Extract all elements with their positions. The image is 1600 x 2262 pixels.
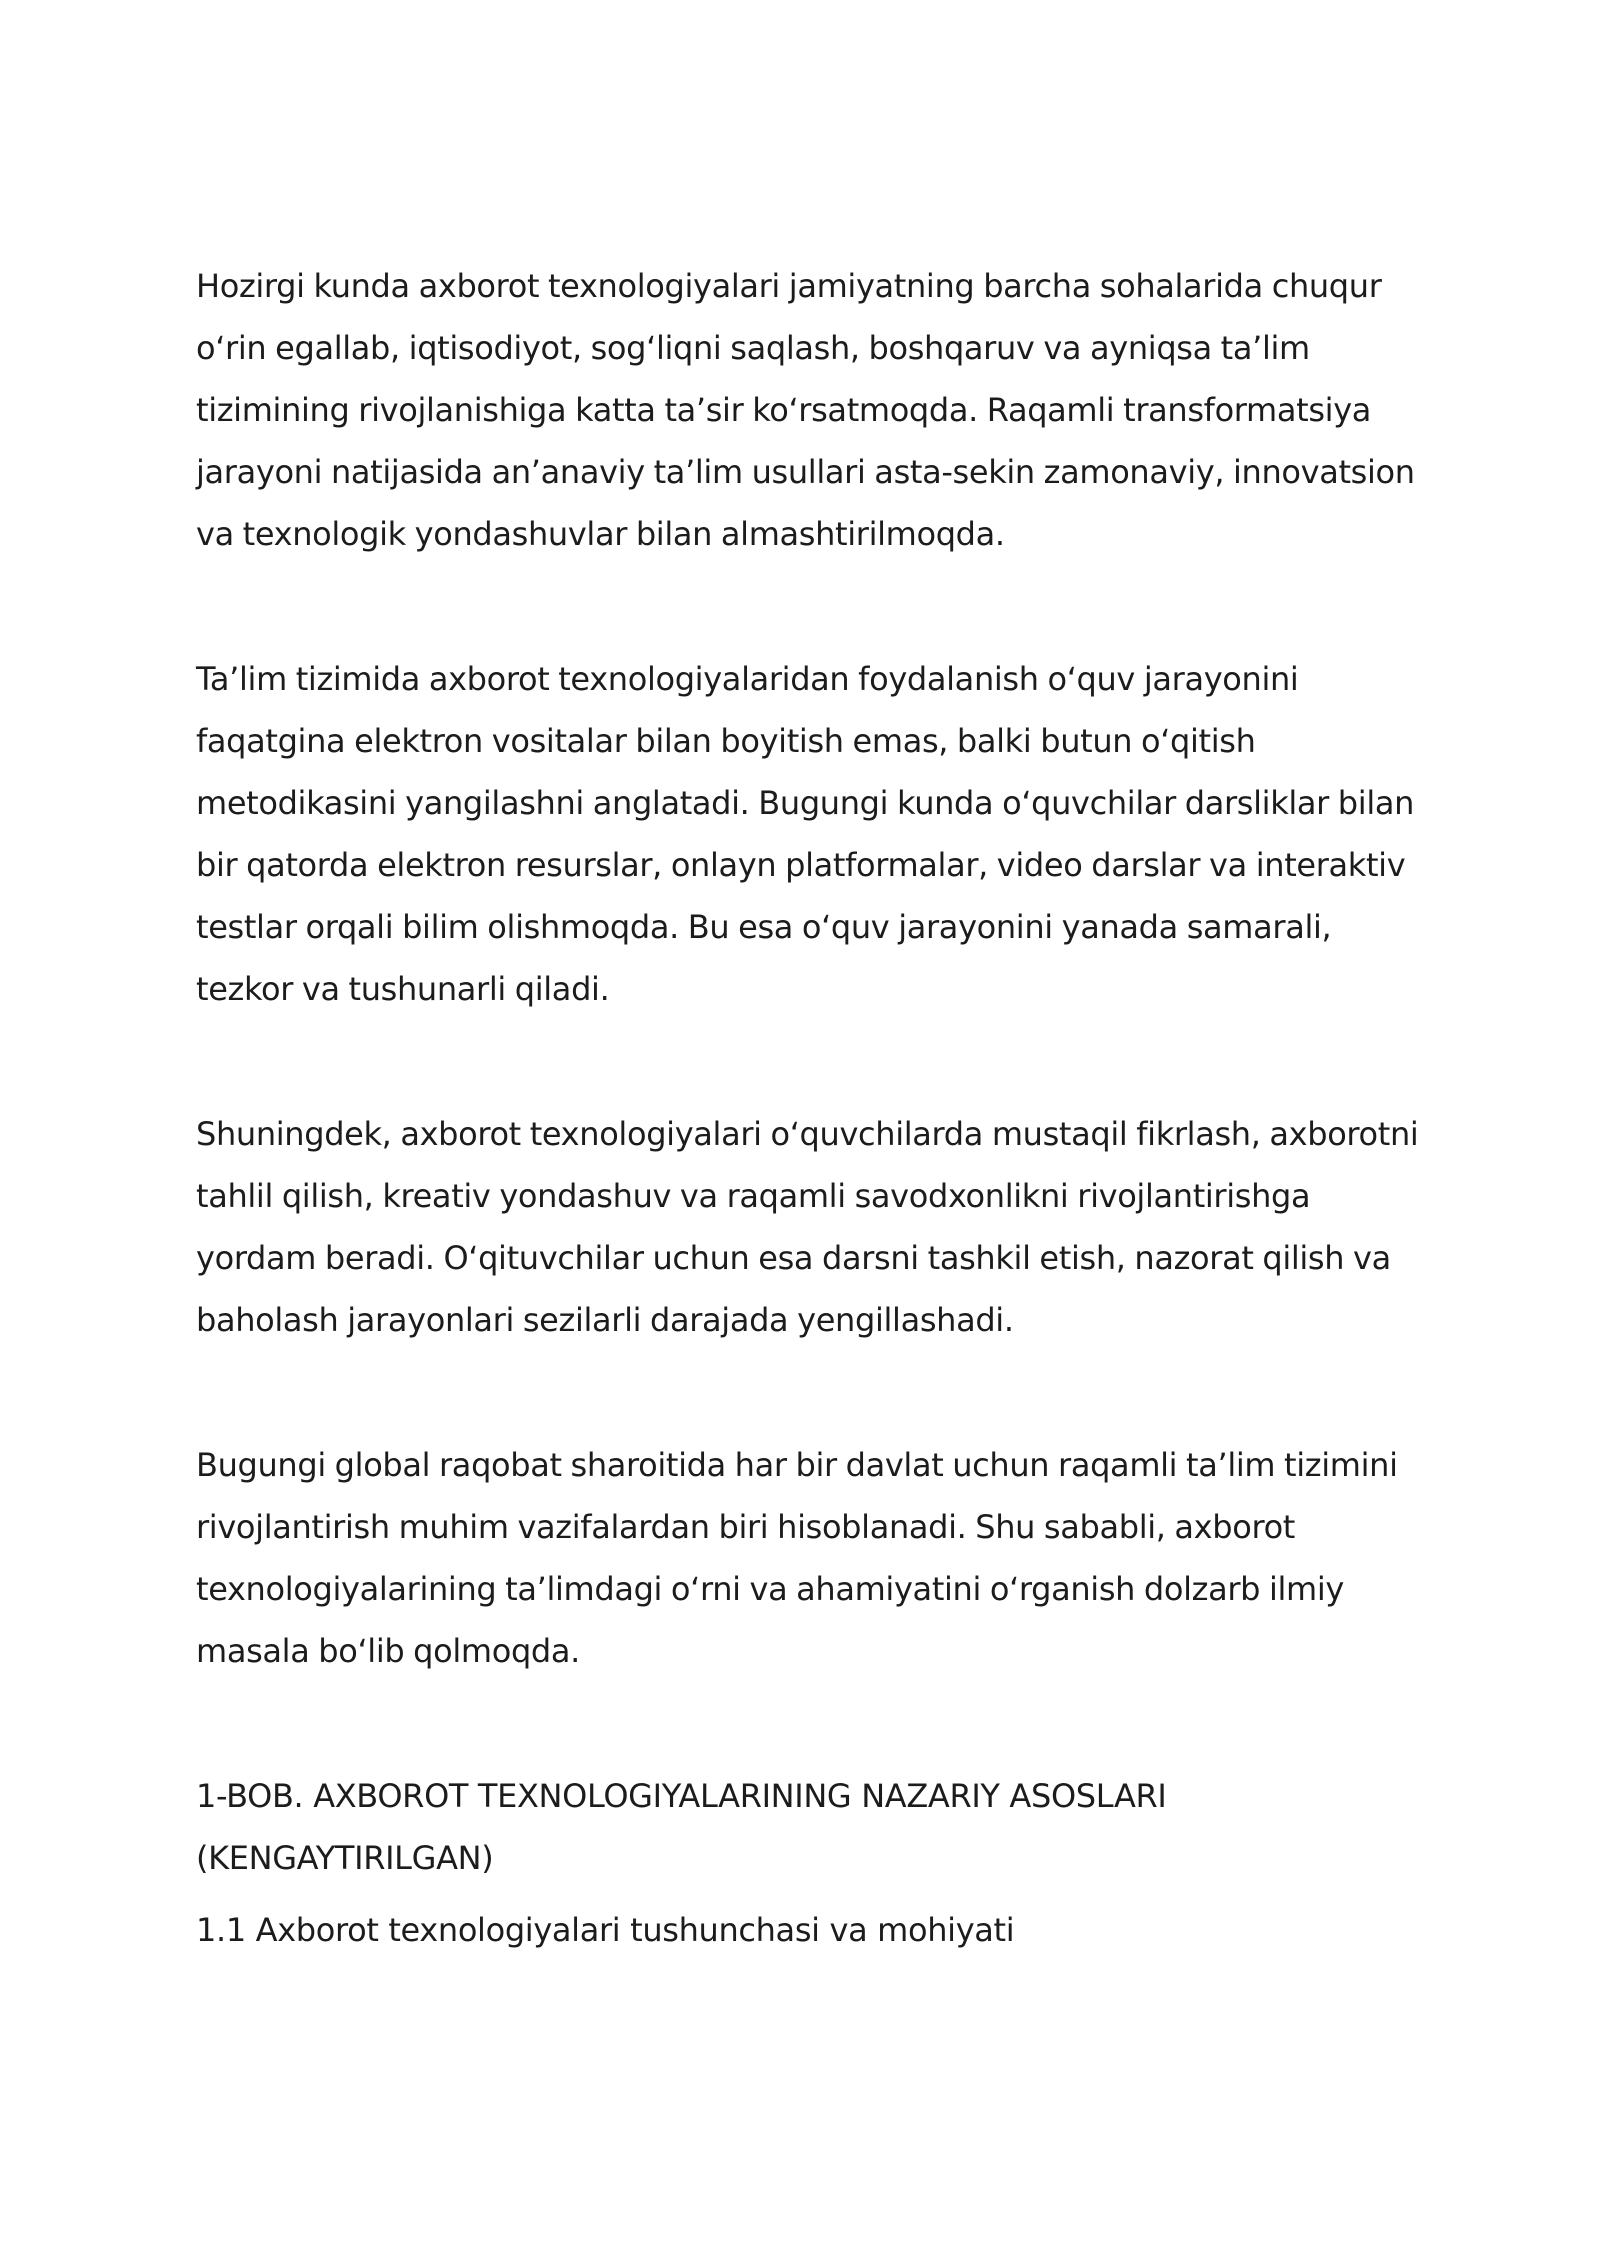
document-body: [196, 255, 1426, 1961]
paragraph-education-system: Ta’lim tizimida axborot texnologiyalaridan foydalanish o‘quv jarayonini faqatgina elektron vositalar bilan boyitish emas, balki butun o‘qitish metodikasini yangilashni anglatadi. Bugungi kunda o‘quvchilar darsliklar bilan bir qatorda elektron resurslar, onlayn platformalar, video darslar va interaktiv testlar orqali bilim olishmoqda. Bu esa o‘quv jarayonini yanada samarali, tezkor va tushunarli qiladi.: [196, 660, 1415, 1008]
chapter-heading: 1-BOB. AXBOROT TEXNOLOGIYALARINING NAZARIY ASOSLARI (KENGAYTIRILGAN): [196, 1777, 1167, 1877]
paragraph-skills: Shuningdek, axborot texnologiyalari o‘quvchilarda mustaqil fikrlash, axborotni tahlil qilish, kreativ yondashuv va raqamli savodxonlikni rivojlantirishga yordam beradi. O‘qituvchilar uchun esa darsni tashkil etish, nazorat qilish va baholash jarayonlari sezilarli darajada yengillashadi.: [196, 1115, 1419, 1339]
paragraph-global-competition: Bugungi global raqobat sharoitida har bir davlat uchun raqamli ta’lim tizimini rivojlantirish muhim vazifalardan biri hisoblanadi. Shu sababli, axborot texnologiyalarining ta’limdagi o‘rni va ahamiyatini o‘rganish dolzarb ilmiy masala bo‘lib qolmoqda.: [196, 1446, 1398, 1670]
paragraph-intro: Hozirgi kunda axborot texnologiyalari jamiyatning barcha sohalarida chuqur o‘rin egallab, iqtisodiyot, sog‘liqni saqlash, boshqaruv va ayniqsa ta’lim tizimining rivojlanishiga katta ta’sir ko‘rsatmoqda. Raqamli transformatsiya jarayoni natijasida an’anaviy ta’lim usullari asta-sekin zamonaviy, innovatsion va texnologik yondashuvlar bilan almashtirilmoqda.: [196, 267, 1415, 553]
section-heading: 1.1 Axborot texnologiyalari tushunchasi va mohiyati: [196, 1911, 1015, 1949]
